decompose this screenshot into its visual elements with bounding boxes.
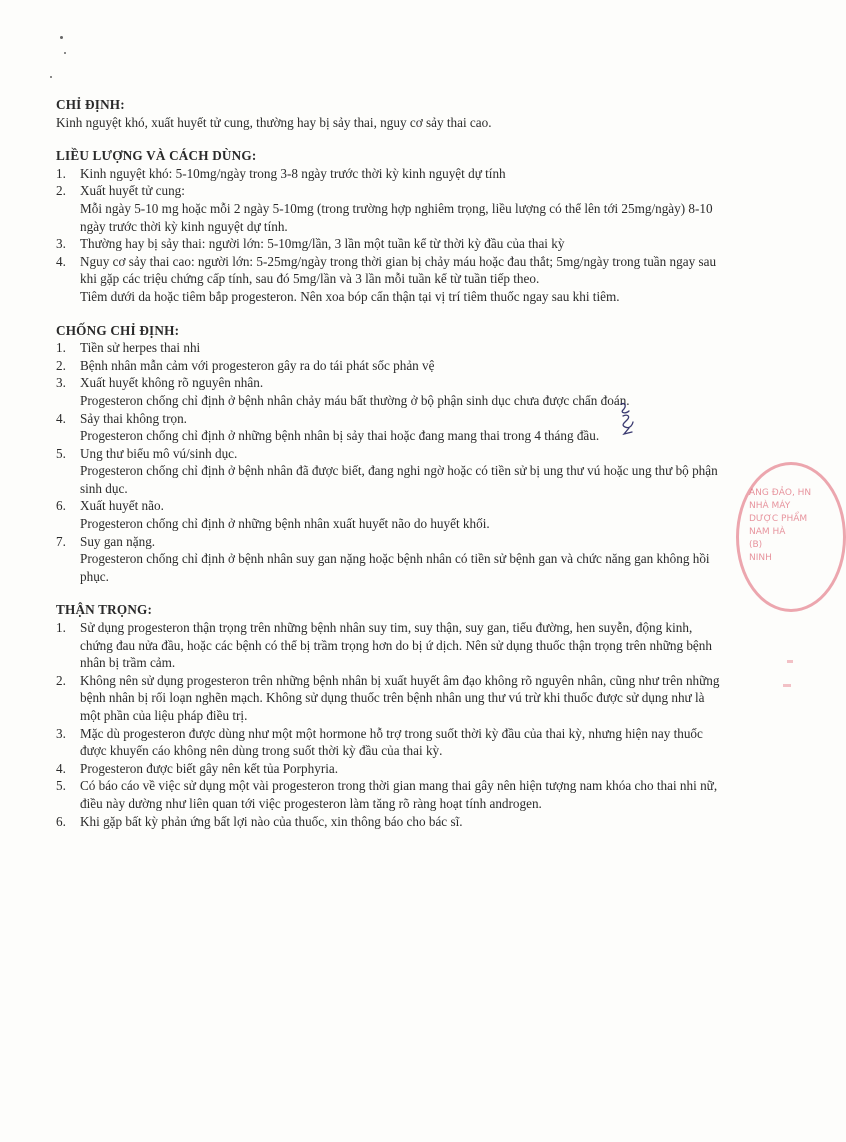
stamp-text: NINH <box>749 553 772 563</box>
list-item-text: Sảy thai không trọn. <box>80 410 187 426</box>
list-item-text: Mỗi ngày 5-10 mg hoặc mỗi 2 ngày 5-10mg (trong trường hợp nghiêm trọng, liều lượng có thể lên tới 25mg/ngày) 8-10 ngày trước thời kỳ kinh nguyệt dự tính. <box>80 200 713 234</box>
list-item-text: Ung thư biểu mô vú/sinh dục. <box>80 445 238 461</box>
company-stamp <box>736 462 846 612</box>
scan-speck <box>50 76 52 78</box>
list-item-number: 1. <box>56 340 66 356</box>
list-item-number: 7. <box>56 533 66 549</box>
list-item-text: Progesteron chống chỉ định ở bệnh nhân suy gan nặng hoặc bệnh nhân có tiền sử bệnh gan và chức năng gan không hồi phục. <box>80 551 710 584</box>
list-item <box>56 165 721 183</box>
stamp-fragment <box>783 684 791 687</box>
list-item-text: Progesteron chống chỉ định ở những bệnh nhân xuất huyết não do huyết khối. <box>80 516 490 532</box>
list-item <box>56 253 721 306</box>
list-item <box>56 725 721 760</box>
list-item-text: Progesteron chống chỉ định ở bệnh nhân đã được biết, đang nghi ngờ hoặc có tiền sử bị ung thư vú hoặc ung thư bộ phận sinh dục. <box>80 463 718 496</box>
scan-speck <box>60 36 63 39</box>
list-item-number: 6. <box>56 813 66 829</box>
list-item <box>56 235 721 253</box>
list-item-text: Xuất huyết không rõ nguyên nhân. <box>80 375 264 391</box>
list-item-text: Xuất huyết não. <box>80 498 164 514</box>
list-item-number: 6. <box>56 498 66 514</box>
stamp-text: NHÀ MÁY <box>749 501 791 511</box>
list-item-number: 5. <box>56 445 66 461</box>
handwritten-initials-icon <box>617 400 637 438</box>
list-item <box>56 182 721 235</box>
list-item-number: 1. <box>56 620 66 636</box>
list-item <box>56 497 721 532</box>
list-item-number: 2. <box>56 357 66 373</box>
list-item <box>56 357 721 375</box>
list-item <box>56 777 721 812</box>
section-heading: THẬN TRỌNG: <box>56 602 153 618</box>
scan-speck <box>64 52 66 54</box>
list-item-number: 2. <box>56 672 66 688</box>
list-item <box>56 533 721 586</box>
list-item <box>56 813 721 831</box>
list-item-text: Progesteron được biết gây nên kết tủa Porphyria. <box>80 760 339 776</box>
list-item-number: 5. <box>56 778 66 794</box>
list-item-number: 3. <box>56 236 66 252</box>
section <box>56 147 721 305</box>
list-item-text: Progesteron chống chỉ định ở bệnh nhân chảy máu bất thường ở bộ phận sinh dục chưa được chẩn đoán. <box>80 392 630 408</box>
section-heading: LIỀU LƯỢNG VÀ CÁCH DÙNG: <box>56 148 257 164</box>
list-item <box>56 672 721 725</box>
list-item-number: 3. <box>56 725 66 741</box>
list-item-number: 4. <box>56 760 66 776</box>
stamp-fragment <box>787 660 793 663</box>
list-item-text: Mặc dù progesteron được dùng như một một hormone hỗ trợ trong suốt thời kỳ đầu của thai kỳ, nhưng hiện nay thuốc được khuyến cáo không nên dùng trong suốt thời kỳ đầu của thai kỳ. <box>80 725 703 759</box>
stamp-text: NAM HÀ <box>749 527 786 537</box>
stamp-text: ANG ĐẢO, HN <box>749 488 812 498</box>
section-heading: CHỐNG CHỈ ĐỊNH: <box>56 322 180 338</box>
list-item-text: Xuất huyết tử cung: <box>80 183 185 199</box>
list-item-text: Khi gặp bất kỳ phản ứng bất lợi nào của thuốc, xin thông báo cho bác sĩ. <box>80 813 463 829</box>
list-item-text: Có báo cáo về việc sử dụng một vài progesteron trong thời gian mang thai gây nên hiện tượng nam khóa cho thai nhi nữ, điều này dường như liên quan tới việc progesteron làm tăng rõ ràng hoạt tính androgen. <box>80 778 718 811</box>
numbered-list <box>56 165 721 306</box>
list-item-text: Không nên sử dụng progesteron trên những bệnh nhân bị xuất huyết âm đạo không rõ nguyên nhân, cũng như trên những bệnh nhân bị rối loạn nghẽn mạch. Không sử dụng thuốc trên bệnh nhân ung thư vú trừ khi thuốc được sử dụng như là một phần của liệu pháp điều trị. <box>80 672 720 723</box>
section-heading: CHỈ ĐỊNH: <box>56 97 125 112</box>
document-body <box>56 96 721 846</box>
list-item <box>56 445 721 498</box>
list-item <box>56 339 721 357</box>
list-item-text: Kinh nguyệt khó: 5-10mg/ngày trong 3-8 ngày trước thời kỳ kinh nguyệt dự tính <box>80 165 506 181</box>
stamp-text: DƯỢC PHẨM <box>749 514 808 524</box>
list-item-number: 4. <box>56 253 66 269</box>
list-item-text: Nguy cơ sảy thai cao: người lớn: 5-25mg/ngày trong thời gian bị chảy máu hoặc đau thắt; 5mg/ngày trong tuần ngay sau khi gặp các triệu chứng cấp tính, sau đó 5mg/lần và 3 lần mỗi tuần kể từ tuần tiếp theo. <box>80 253 717 287</box>
list-item-text: Tiêm dưới da hoặc tiêm bắp progesteron. Nên xoa bóp cẩn thận tại vị trí tiêm thuốc ngay sau khi tiêm. <box>80 288 620 304</box>
list-item-text: Progesteron chống chỉ định ở những bệnh nhân bị sảy thai hoặc đang mang thai trong 4 tháng đầu. <box>80 428 600 444</box>
numbered-list <box>56 339 721 585</box>
list-item-text: Thường hay bị sảy thai: người lớn: 5-10mg/lần, 3 lần một tuần kể từ thời kỳ đầu của thai kỳ <box>80 236 565 252</box>
section <box>56 96 721 131</box>
list-item-text: Tiền sử herpes thai nhi <box>80 340 201 356</box>
section-paragraph: Kinh nguyệt khó, xuất huyết tử cung, thường hay bị sảy thai, nguy cơ sảy thai cao. <box>56 114 492 130</box>
list-item-number: 3. <box>56 375 66 391</box>
section <box>56 322 721 586</box>
stamp-text: (B) <box>749 540 763 550</box>
list-item-text: Sử dụng progesteron thận trọng trên những bệnh nhân suy tim, suy thận, suy gan, tiểu đường, hen suyễn, động kinh, chứng đau nửa đầu, hoặc các bệnh có thể bị trầm trọng hơn do bị ứ dịch. Nên sử dụng thuốc thận trọng trên những bệnh nhân bị trầm cảm. <box>80 620 712 671</box>
numbered-list <box>56 619 721 830</box>
list-item-number: 2. <box>56 183 66 199</box>
list-item-text: Bệnh nhân mẫn cảm với progesteron gây ra do tái phát sốc phản vệ <box>80 357 435 373</box>
list-item-text: Suy gan nặng. <box>80 533 156 549</box>
list-item <box>56 619 721 672</box>
list-item <box>56 760 721 778</box>
section <box>56 601 721 830</box>
list-item-number: 1. <box>56 165 66 181</box>
list-item-number: 4. <box>56 410 66 426</box>
